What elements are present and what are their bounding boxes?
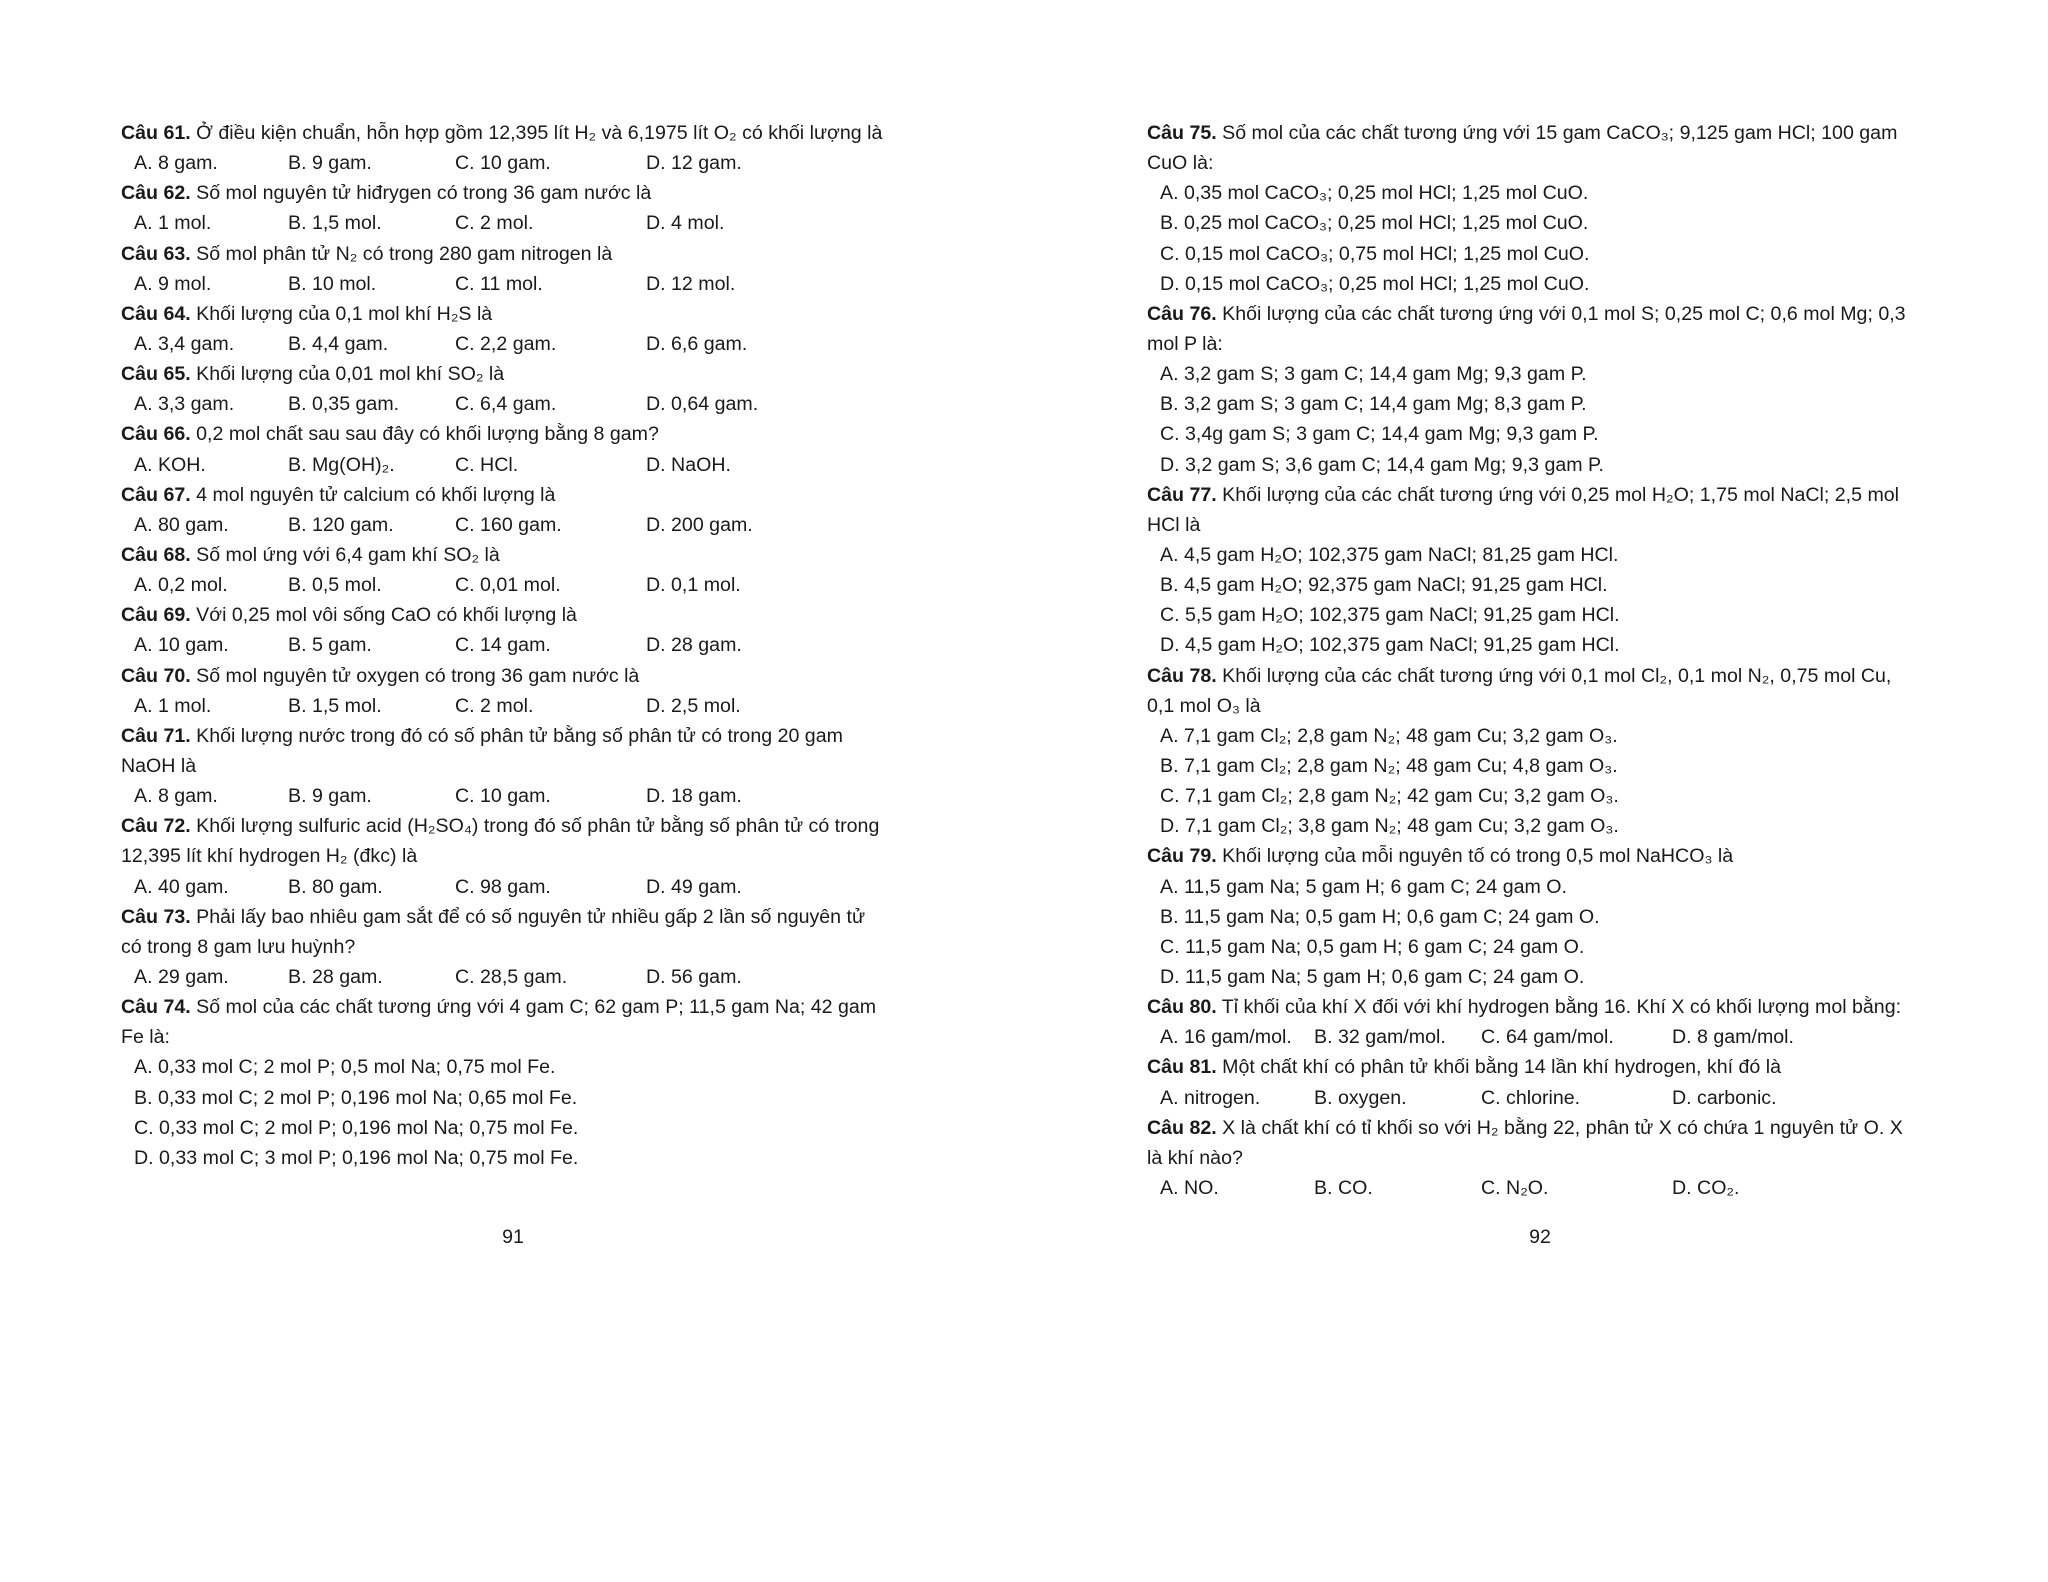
option-d: D. CO₂. — [1672, 1176, 1740, 1199]
question-number: Câu 77. — [1147, 483, 1217, 506]
option-text: B. 4,5 gam H₂O; 92,375 gam NaCl; 91,25 gam HCl. — [1160, 574, 1608, 597]
option-a: A. 3,3 gam. — [134, 393, 235, 416]
option-text: C. 5,5 gam H₂O; 102,375 gam NaCl; 91,25 gam HCl. — [1160, 604, 1620, 627]
option-c: C. 2 mol. — [455, 212, 534, 235]
option-d: D. 200 gam. — [646, 513, 753, 536]
answer-option-line — [1147, 208, 1937, 238]
option-d: D. 56 gam. — [646, 965, 742, 988]
answer-option-line — [1147, 902, 1937, 932]
question-text: mol P là: — [1147, 332, 1223, 355]
option-c: C. 28,5 gam. — [455, 965, 568, 988]
question-number: Câu 61. — [121, 122, 191, 144]
question-number: Câu 70. — [121, 664, 191, 687]
question-line — [121, 811, 911, 841]
question-text: Số mol nguyên tử oxygen có trong 36 gam nước là — [190, 664, 640, 687]
answer-option-line — [1147, 359, 1937, 389]
option-d: D. 4 mol. — [646, 212, 725, 235]
option-a: A. 3,4 gam. — [134, 332, 235, 355]
answer-option-line — [1147, 600, 1937, 630]
question-number: Câu 64. — [121, 302, 191, 325]
answer-option-line — [1147, 540, 1937, 570]
option-text: A. 4,5 gam H₂O; 102,375 gam NaCl; 81,25 gam HCl. — [1160, 543, 1619, 566]
option-d: D. 49 gam. — [646, 875, 742, 898]
question-text: Khối lượng nước trong đó có số phân tử bằng số phân tử có trong 20 gam — [190, 724, 843, 747]
question-line — [1147, 841, 1937, 871]
question-text: Ở điều kiện chuẩn, hỗn hợp gồm 12,395 lít H₂ và 6,1975 lít O₂ có khối lượng là — [190, 122, 883, 144]
option-c: C. 160 gam. — [455, 513, 562, 536]
option-b: B. 1,5 mol. — [288, 694, 382, 717]
question-continuation — [1147, 148, 1937, 178]
question-text: 4 mol nguyên tử calcium có khối lượng là — [190, 483, 556, 506]
question-number: Câu 82. — [1147, 1116, 1217, 1139]
question-line — [121, 299, 911, 329]
question-number: Câu 68. — [121, 543, 191, 566]
option-a: A. 10 gam. — [134, 634, 229, 657]
answer-options-row — [1147, 1083, 1937, 1113]
option-text: C. 7,1 gam Cl₂; 2,8 gam N₂; 42 gam Cu; 3,2 gam O₃. — [1160, 785, 1619, 808]
question-number: Câu 67. — [121, 483, 191, 506]
question-number: Câu 72. — [121, 815, 191, 838]
answer-options-row — [121, 510, 911, 540]
option-text: D. 0,33 mol C; 3 mol P; 0,196 mol Na; 0,75 mol Fe. — [134, 1146, 579, 1169]
option-a: A. NO. — [1160, 1176, 1219, 1199]
answer-options-row — [121, 962, 911, 992]
option-d: D. 2,5 mol. — [646, 694, 741, 717]
question-text: Một chất khí có phân tử khối bằng 14 lần khí hydrogen, khí đó là — [1216, 1056, 1781, 1079]
question-text: NaOH là — [121, 754, 197, 777]
question-text: Số mol của các chất tương ứng với 15 gam CaCO₃; 9,125 gam HCl; 100 gam — [1216, 122, 1898, 144]
question-line — [1147, 992, 1937, 1022]
answer-options-row — [121, 872, 911, 902]
question-number: Câu 63. — [121, 242, 191, 265]
option-a: A. 8 gam. — [134, 152, 218, 175]
question-line — [121, 118, 911, 148]
option-c: C. 10 gam. — [455, 785, 551, 808]
question-line — [121, 902, 911, 932]
question-line — [121, 480, 911, 510]
question-number: Câu 69. — [121, 604, 191, 627]
question-text: Số mol ứng với 6,4 gam khí SO₂ là — [190, 543, 500, 566]
question-text: HCl là — [1147, 513, 1201, 536]
question-number: Câu 71. — [121, 724, 191, 747]
question-continuation — [1147, 691, 1937, 721]
answer-option-line — [1147, 932, 1937, 962]
answer-option-line — [1147, 781, 1937, 811]
option-c: C. 14 gam. — [455, 634, 551, 657]
question-text: Khối lượng của các chất tương ứng với 0,1 mol Cl₂, 0,1 mol N₂, 0,75 mol Cu, — [1216, 664, 1892, 687]
option-d: D. 0,1 mol. — [646, 574, 741, 597]
option-a: A. 0,2 mol. — [134, 574, 228, 597]
question-text: Khối lượng của các chất tương ứng với 0,25 mol H₂O; 1,75 mol NaCl; 2,5 mol — [1216, 483, 1900, 506]
answer-options-row — [121, 269, 911, 299]
question-text: Khối lượng sulfuric acid (H₂SO₄) trong đó số phân tử bằng số phân tử có trong — [190, 815, 880, 838]
question-line — [121, 600, 911, 630]
question-text: Số mol của các chất tương ứng với 4 gam C; 62 gam P; 11,5 gam Na; 42 gam — [190, 996, 877, 1019]
question-number: Câu 66. — [121, 423, 191, 446]
option-c: C. HCl. — [455, 453, 519, 476]
answer-options-row — [121, 450, 911, 480]
option-c: C. 0,01 mol. — [455, 574, 561, 597]
left-page — [121, 118, 911, 1173]
option-b: B. 5 gam. — [288, 634, 372, 657]
option-b: B. 80 gam. — [288, 875, 383, 898]
answer-option-line — [1147, 419, 1937, 449]
question-number: Câu 80. — [1147, 996, 1217, 1019]
option-text: D. 3,2 gam S; 3,6 gam C; 14,4 gam Mg; 9,3 gam P. — [1160, 453, 1604, 476]
answer-options-row — [121, 570, 911, 600]
question-continuation — [1147, 329, 1937, 359]
question-continuation — [121, 932, 911, 962]
option-c: C. 6,4 gam. — [455, 393, 557, 416]
option-text: C. 0,33 mol C; 2 mol P; 0,196 mol Na; 0,75 mol Fe. — [134, 1116, 579, 1139]
answer-option-line — [1147, 570, 1937, 600]
option-b: B. 0,35 gam. — [288, 393, 400, 416]
answer-options-row — [121, 389, 911, 419]
option-d: D. 28 gam. — [646, 634, 742, 657]
option-text: A. 11,5 gam Na; 5 gam H; 6 gam C; 24 gam O. — [1160, 875, 1567, 898]
option-a: A. 1 mol. — [134, 694, 212, 717]
question-line — [1147, 661, 1937, 691]
option-c: C. 10 gam. — [455, 152, 551, 175]
option-d: D. 18 gam. — [646, 785, 742, 808]
option-a: A. KOH. — [134, 453, 206, 476]
answer-options-row — [1147, 1022, 1937, 1052]
answer-option-line — [121, 1052, 911, 1082]
question-line — [121, 992, 911, 1022]
answer-option-line — [1147, 450, 1937, 480]
question-number: Câu 65. — [121, 363, 191, 386]
option-c: C. 2,2 gam. — [455, 332, 557, 355]
question-line — [121, 419, 911, 449]
option-text: B. 7,1 gam Cl₂; 2,8 gam N₂; 48 gam Cu; 4,8 gam O₃. — [1160, 754, 1618, 777]
question-continuation — [1147, 510, 1937, 540]
option-d: D. 12 gam. — [646, 152, 742, 175]
option-b: B. 28 gam. — [288, 965, 383, 988]
answer-option-line — [1147, 811, 1937, 841]
option-text: C. 3,4g gam S; 3 gam C; 14,4 gam Mg; 9,3 gam P. — [1160, 423, 1599, 446]
option-text: A. 0,33 mol C; 2 mol P; 0,5 mol Na; 0,75 mol Fe. — [134, 1056, 556, 1079]
option-a: A. 80 gam. — [134, 513, 229, 536]
answer-option-line — [1147, 178, 1937, 208]
question-text: Số mol phân tử N₂ có trong 280 gam nitrogen là — [190, 242, 613, 265]
option-b: B. 10 mol. — [288, 272, 377, 295]
answer-option-line — [121, 1113, 911, 1143]
page-number-right: 92 — [1529, 1226, 1551, 1248]
answer-option-line — [1147, 962, 1937, 992]
option-text: B. 11,5 gam Na; 0,5 gam H; 0,6 gam C; 24 gam O. — [1160, 905, 1600, 928]
option-b: B. Mg(OH)₂. — [288, 453, 395, 476]
option-b: B. 0,5 mol. — [288, 574, 382, 597]
answer-options-row — [121, 208, 911, 238]
option-d: D. carbonic. — [1672, 1086, 1777, 1109]
question-text: 0,1 mol O₃ là — [1147, 694, 1261, 717]
answer-option-line — [121, 1143, 911, 1173]
question-number: Câu 62. — [121, 182, 191, 205]
question-text: Khối lượng của các chất tương ứng với 0,1 mol S; 0,25 mol C; 0,6 mol Mg; 0,3 — [1216, 302, 1906, 325]
option-d: D. 6,6 gam. — [646, 332, 748, 355]
question-continuation — [121, 841, 911, 871]
question-line — [121, 540, 911, 570]
option-a: A. 8 gam. — [134, 785, 218, 808]
option-c: C. 64 gam/mol. — [1481, 1026, 1614, 1049]
question-continuation — [121, 1022, 911, 1052]
option-d: D. 0,64 gam. — [646, 393, 759, 416]
option-b: B. 120 gam. — [288, 513, 394, 536]
answer-options-row — [121, 630, 911, 660]
answer-options-row — [121, 148, 911, 178]
option-c: C. N₂O. — [1481, 1176, 1549, 1199]
question-line — [1147, 118, 1937, 148]
question-text: Khối lượng của mỗi nguyên tố có trong 0,5 mol NaHCO₃ là — [1216, 845, 1734, 868]
option-a: A. 29 gam. — [134, 965, 229, 988]
question-text: CuO là: — [1147, 152, 1214, 175]
question-line — [121, 359, 911, 389]
option-text: A. 7,1 gam Cl₂; 2,8 gam N₂; 48 gam Cu; 3,2 gam O₃. — [1160, 724, 1618, 747]
question-text: Tỉ khối của khí X đối với khí hydrogen bằng 16. Khí X có khối lượng mol bằng: — [1216, 996, 1902, 1019]
question-line — [121, 239, 911, 269]
question-text: 0,2 mol chất sau sau đây có khối lượng bằng 8 gam? — [190, 423, 659, 446]
answer-option-line — [1147, 389, 1937, 419]
answer-option-line — [121, 1083, 911, 1113]
question-text: là khí nào? — [1147, 1146, 1243, 1169]
option-text: B. 0,33 mol C; 2 mol P; 0,196 mol Na; 0,65 mol Fe. — [134, 1086, 578, 1109]
question-text: Fe là: — [121, 1026, 171, 1049]
option-text: D. 11,5 gam Na; 5 gam H; 0,6 gam C; 24 gam O. — [1160, 965, 1585, 988]
option-b: B. CO. — [1314, 1176, 1373, 1199]
option-a: A. 9 mol. — [134, 272, 212, 295]
question-line — [1147, 1052, 1937, 1082]
option-a: A. nitrogen. — [1160, 1086, 1261, 1109]
option-text: B. 3,2 gam S; 3 gam C; 14,4 gam Mg; 8,3 gam P. — [1160, 393, 1587, 416]
option-text: D. 4,5 gam H₂O; 102,375 gam NaCl; 91,25 gam HCl. — [1160, 634, 1620, 657]
question-line — [121, 178, 911, 208]
question-text: X là chất khí có tỉ khối so với H₂ bằng 22, phân tử X có chứa 1 nguyên tử O. X — [1216, 1116, 1903, 1139]
option-text: C. 11,5 gam Na; 0,5 gam H; 6 gam C; 24 gam O. — [1160, 935, 1585, 958]
answer-option-line — [1147, 630, 1937, 660]
question-number: Câu 76. — [1147, 302, 1217, 325]
question-text: Số mol nguyên tử hiđrygen có trong 36 gam nước là — [190, 182, 652, 205]
question-continuation — [121, 751, 911, 781]
option-c: C. 98 gam. — [455, 875, 551, 898]
answer-option-line — [1147, 721, 1937, 751]
right-page — [1147, 118, 1937, 1203]
question-number: Câu 74. — [121, 996, 191, 1019]
option-b: B. 9 gam. — [288, 785, 372, 808]
option-c: C. chlorine. — [1481, 1086, 1581, 1109]
option-text: D. 0,15 mol CaCO₃; 0,25 mol HCl; 1,25 mol CuO. — [1160, 272, 1590, 295]
question-line — [1147, 299, 1937, 329]
question-line — [1147, 480, 1937, 510]
question-text: Phải lấy bao nhiêu gam sắt để có số nguyên tử nhiều gấp 2 lần số nguyên tử — [190, 905, 866, 928]
question-number: Câu 73. — [121, 905, 191, 928]
question-number: Câu 81. — [1147, 1056, 1217, 1079]
option-b: B. oxygen. — [1314, 1086, 1407, 1109]
question-text: có trong 8 gam lưu huỳnh? — [121, 935, 356, 958]
option-b: B. 32 gam/mol. — [1314, 1026, 1446, 1049]
answer-option-line — [1147, 239, 1937, 269]
option-d: D. 12 mol. — [646, 272, 736, 295]
option-text: A. 3,2 gam S; 3 gam C; 14,4 gam Mg; 9,3 gam P. — [1160, 363, 1587, 386]
page-number-left: 91 — [502, 1226, 524, 1248]
question-line — [121, 661, 911, 691]
question-text: 12,395 lít khí hydrogen H₂ (đkc) là — [121, 845, 418, 868]
answer-option-line — [1147, 269, 1937, 299]
option-a: A. 1 mol. — [134, 212, 212, 235]
question-number: Câu 75. — [1147, 122, 1217, 144]
answer-option-line — [1147, 751, 1937, 781]
option-b: B. 4,4 gam. — [288, 332, 389, 355]
question-text: Với 0,25 mol vôi sống CaO có khối lượng là — [190, 604, 577, 627]
question-text: Khối lượng của 0,01 mol khí SO₂ là — [190, 363, 505, 386]
option-b: B. 1,5 mol. — [288, 212, 382, 235]
option-text: A. 0,35 mol CaCO₃; 0,25 mol HCl; 1,25 mol CuO. — [1160, 182, 1589, 205]
answer-options-row — [121, 329, 911, 359]
answer-options-row — [121, 691, 911, 721]
answer-options-row — [1147, 1173, 1937, 1203]
answer-option-line — [1147, 872, 1937, 902]
question-line — [1147, 1113, 1937, 1143]
option-c: C. 2 mol. — [455, 694, 534, 717]
option-text: B. 0,25 mol CaCO₃; 0,25 mol HCl; 1,25 mol CuO. — [1160, 212, 1589, 235]
question-continuation — [1147, 1143, 1937, 1173]
option-b: B. 9 gam. — [288, 152, 372, 175]
option-text: D. 7,1 gam Cl₂; 3,8 gam N₂; 48 gam Cu; 3,2 gam O₃. — [1160, 815, 1619, 838]
option-text: C. 0,15 mol CaCO₃; 0,75 mol HCl; 1,25 mol CuO. — [1160, 242, 1590, 265]
option-d: D. NaOH. — [646, 453, 731, 476]
question-text: Khối lượng của 0,1 mol khí H₂S là — [190, 302, 493, 325]
answer-options-row — [121, 781, 911, 811]
question-number: Câu 79. — [1147, 845, 1217, 868]
option-d: D. 8 gam/mol. — [1672, 1026, 1794, 1049]
question-number: Câu 78. — [1147, 664, 1217, 687]
question-line — [121, 721, 911, 751]
option-a: A. 40 gam. — [134, 875, 229, 898]
option-c: C. 11 mol. — [455, 272, 543, 295]
option-a: A. 16 gam/mol. — [1160, 1026, 1292, 1049]
